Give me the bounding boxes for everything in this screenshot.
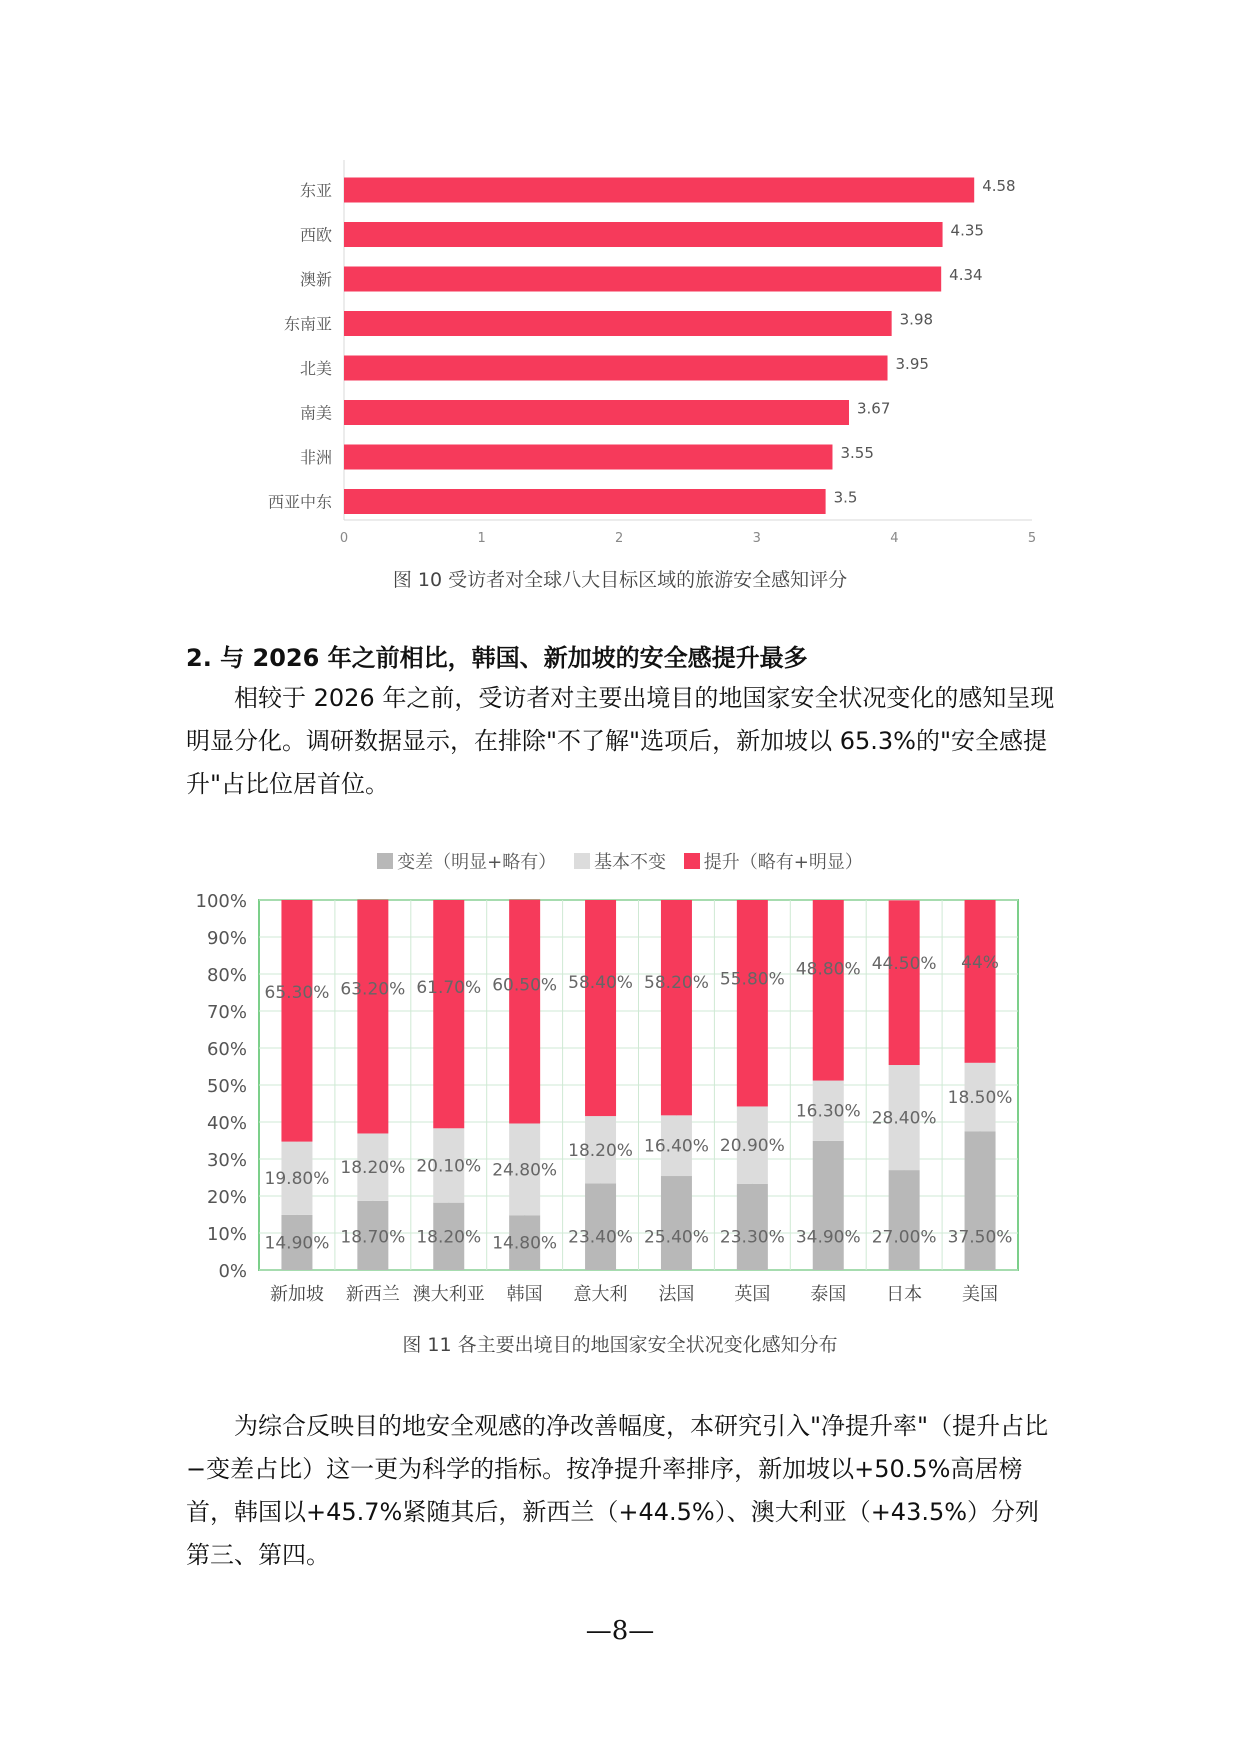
data-label: 44.50% bbox=[871, 953, 937, 974]
category-label: 东南亚 bbox=[283, 314, 332, 334]
y-tick-label: 90% bbox=[206, 928, 247, 949]
x-tick-label: 3 bbox=[752, 531, 761, 546]
data-label: 23.40% bbox=[568, 1227, 633, 1248]
bar-segment bbox=[889, 900, 920, 1065]
y-tick-label: 70% bbox=[206, 1002, 247, 1023]
data-label: 14.90% bbox=[264, 1233, 330, 1254]
figure-10-caption: 图 10 受访者对全球八大目标区域的旅游安全感知评分 bbox=[392, 569, 848, 591]
section-heading: 2. 与 2026 年之前相比，韩国、新加坡的安全感提升最多 bbox=[186, 644, 808, 672]
data-label: 28.40% bbox=[871, 1108, 937, 1129]
y-tick-label: 40% bbox=[206, 1113, 247, 1134]
category-label: 新加坡 bbox=[269, 1284, 324, 1305]
category-label: 西亚中东 bbox=[267, 492, 332, 512]
data-label: 34.90% bbox=[795, 1227, 861, 1248]
y-tick-label: 100% bbox=[195, 891, 247, 912]
data-label: 63.20% bbox=[340, 979, 406, 1000]
figure-11-caption: 图 11 各主要出境目的地国家安全状况变化感知分布 bbox=[402, 1334, 838, 1356]
bar-segment bbox=[661, 900, 692, 1115]
data-label: 3.67 bbox=[856, 399, 891, 418]
data-label: 3.95 bbox=[895, 355, 929, 373]
data-label: 25.40% bbox=[644, 1227, 709, 1248]
category-label: 澳新 bbox=[299, 270, 332, 289]
category-label: 西欧 bbox=[299, 225, 332, 245]
data-label: 55.80% bbox=[719, 969, 785, 990]
y-tick-label: 50% bbox=[206, 1076, 247, 1097]
data-label: 14.80% bbox=[492, 1233, 558, 1254]
x-tick-label: 0 bbox=[339, 531, 349, 546]
category-label: 南美 bbox=[299, 403, 332, 423]
data-label: 4.34 bbox=[949, 266, 983, 284]
bar-segment bbox=[357, 900, 388, 1134]
category-label: 新西兰 bbox=[345, 1284, 400, 1305]
bar-segment bbox=[509, 900, 540, 1124]
data-label: 19.80% bbox=[264, 1169, 330, 1190]
data-label: 16.40% bbox=[644, 1136, 709, 1157]
category-label: 东亚 bbox=[299, 181, 332, 200]
data-label: 23.30% bbox=[719, 1227, 785, 1248]
data-label: 48.80% bbox=[795, 959, 861, 980]
y-tick-label: 30% bbox=[206, 1150, 247, 1171]
category-label: 澳大利亚 bbox=[412, 1284, 485, 1305]
data-label: 18.20% bbox=[416, 1227, 482, 1248]
category-label: 日本 bbox=[886, 1284, 923, 1305]
data-label: 4.58 bbox=[982, 177, 1016, 195]
data-label: 60.50% bbox=[492, 975, 558, 996]
data-label: 58.20% bbox=[644, 972, 709, 993]
bar-segment bbox=[813, 1141, 844, 1270]
x-tick-label: 2 bbox=[615, 531, 624, 546]
data-label: 16.30% bbox=[795, 1101, 861, 1122]
data-label: 20.10% bbox=[416, 1156, 482, 1177]
y-tick-label: 10% bbox=[206, 1224, 247, 1245]
category-label: 意大利 bbox=[573, 1284, 628, 1305]
data-label: 61.70% bbox=[416, 977, 482, 998]
y-tick-label: 0% bbox=[218, 1261, 247, 1282]
data-label: 18.20% bbox=[568, 1140, 633, 1161]
data-label: 3.5 bbox=[833, 488, 858, 507]
legend-label-worse: 变差（明显+略有） bbox=[397, 852, 557, 873]
x-tick-label: 5 bbox=[1027, 531, 1037, 546]
category-label: 韩国 bbox=[506, 1284, 543, 1305]
bar-segment bbox=[737, 900, 768, 1106]
data-label: 3.55 bbox=[840, 444, 874, 462]
data-label: 37.50% bbox=[947, 1227, 1013, 1248]
bar-segment bbox=[813, 900, 844, 1081]
legend-label-unchanged: 基本不变 bbox=[594, 852, 666, 873]
category-label: 泰国 bbox=[810, 1284, 847, 1305]
data-label: 65.30% bbox=[264, 982, 330, 1003]
data-label: 44% bbox=[961, 952, 999, 973]
bar-segment bbox=[965, 900, 996, 1063]
bar-segment bbox=[281, 900, 312, 1142]
data-label: 3.98 bbox=[899, 310, 934, 329]
x-tick-label: 1 bbox=[477, 531, 486, 546]
data-label: 4.35 bbox=[950, 221, 984, 240]
x-tick-label: 4 bbox=[890, 531, 899, 546]
category-label: 英国 bbox=[734, 1284, 771, 1305]
y-tick-label: 80% bbox=[206, 965, 247, 986]
data-label: 58.40% bbox=[568, 973, 633, 994]
bar-segment bbox=[661, 1176, 692, 1270]
data-label: 18.20% bbox=[340, 1158, 406, 1179]
paragraph-1: 相较于 2026 年之前，受访者对主要出境目的地国家安全状况变化的感知呈现明显分化。调研数据显示，在排除"不了解"选项后，新加坡以 65.3%的"安全感提升"占比位居首位。 bbox=[186, 684, 1055, 798]
data-label: 24.80% bbox=[492, 1160, 558, 1181]
y-tick-label: 60% bbox=[206, 1039, 247, 1060]
legend-label-improved: 提升（略有+明显） bbox=[703, 852, 863, 873]
data-label: 20.90% bbox=[719, 1136, 785, 1157]
category-label: 北美 bbox=[299, 359, 332, 378]
paragraph-2: 为综合反映目的地安全观感的净改善幅度，本研究引入"净提升率"（提升占比−变差占比）这一更为科学的指标。按净提升率排序，新加坡以+50.5%高居榜首，韩国以+45.7%紧随其后，新西兰（+44.5%）、澳大利亚（+43.5%）分列第三、第四。 bbox=[186, 1412, 1049, 1569]
bar-segment bbox=[585, 900, 616, 1116]
data-label: 27.00% bbox=[871, 1227, 937, 1248]
category-label: 美国 bbox=[962, 1284, 999, 1305]
bar-segment bbox=[889, 1170, 920, 1270]
bar-segment bbox=[433, 900, 464, 1128]
bar-segment bbox=[965, 1131, 996, 1270]
page-number: —8— bbox=[585, 1616, 655, 1646]
category-label: 法国 bbox=[658, 1284, 695, 1305]
data-label: 18.70% bbox=[340, 1227, 406, 1248]
category-label: 非洲 bbox=[299, 448, 332, 467]
data-label: 18.50% bbox=[947, 1088, 1013, 1109]
y-tick-label: 20% bbox=[206, 1187, 247, 1208]
